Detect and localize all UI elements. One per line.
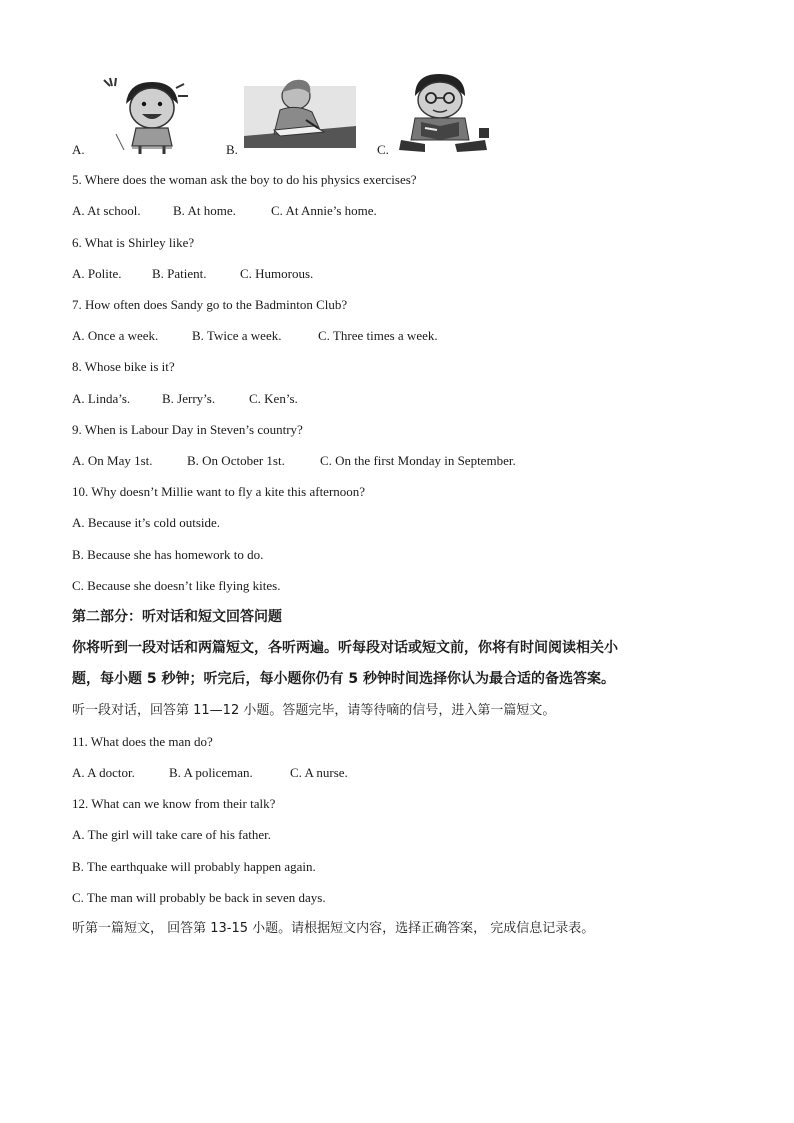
question-5: 5. Where does the woman ask the boy to do his physics exercises? (72, 172, 417, 187)
option-c[interactable]: C. Ken’s. (249, 391, 298, 406)
question-8: 8. Whose bike is it? (72, 359, 175, 374)
option-c[interactable]: C. Because she doesn’t like flying kites. (72, 578, 281, 593)
question-11-options (72, 764, 348, 782)
option-letter: B. (226, 142, 238, 157)
option-b[interactable]: B. A policeman. (169, 765, 253, 780)
picture-options-row (72, 66, 532, 158)
option-c[interactable]: C. At Annie’s home. (271, 203, 377, 218)
option-c[interactable]: C. The man will probably be back in seven days. (72, 890, 326, 905)
question-12: 12. What can we know from their talk? (72, 796, 276, 811)
option-b[interactable]: B. Jerry’s. (162, 391, 216, 406)
question-7-options (72, 327, 438, 345)
question-11: 11. What does the man do? (72, 734, 213, 749)
part2-instruction-line2: 题，每小题 5 秒钟；听完后，每小题你仍有 5 秒钟时间选择你认为最合适的备选答案。 (72, 671, 615, 687)
question-10: 10. Why doesn’t Millie want to fly a kite this afternoon? (72, 484, 366, 499)
option-b[interactable]: B. Twice a week. (192, 328, 282, 343)
question-9-options (72, 452, 516, 470)
boy-talking-icon (96, 74, 206, 154)
option-a[interactable]: A. A doctor. (72, 765, 135, 780)
option-b[interactable]: B. At home. (173, 203, 236, 218)
question-6: 6. What is Shirley like? (72, 235, 195, 250)
question-6-options (72, 265, 313, 283)
option-a[interactable]: A. Once a week. (72, 328, 159, 343)
option-c[interactable]: C. On the first Monday in September. (320, 453, 516, 468)
picture-option-a[interactable] (72, 66, 222, 158)
option-a[interactable]: A. Because it’s cold outside. (72, 515, 221, 530)
option-b[interactable]: B. Patient. (152, 266, 207, 281)
question-8-options (72, 390, 298, 408)
part2-title: 第二部分：听对话和短文回答问题 (72, 609, 282, 625)
question-9: 9. When is Labour Day in Steven’s country? (72, 422, 303, 437)
option-b[interactable]: B. On October 1st. (187, 453, 285, 468)
option-a[interactable]: A. Polite. (72, 266, 122, 281)
option-a[interactable]: A. The girl will take care of his father. (72, 827, 272, 842)
boy-writing-icon (244, 76, 356, 154)
option-b[interactable]: B. Because she has homework to do. (72, 547, 264, 562)
option-b[interactable]: B. The earthquake will probably happen again. (72, 859, 316, 874)
option-a[interactable]: A. At school. (72, 203, 141, 218)
question-7: 7. How often does Sandy go to the Badminton Club? (72, 297, 348, 312)
option-letter: A. (72, 142, 85, 157)
part2-note-passage1: 听第一篇短文， 回答第 13-15 小题。请根据短文内容，选择正确答案， 完成信息记录表。 (72, 921, 595, 936)
picture-option-c[interactable] (377, 66, 527, 158)
option-c[interactable]: C. Humorous. (240, 266, 314, 281)
option-a[interactable]: A. Linda’s. (72, 391, 131, 406)
option-c[interactable]: C. A nurse. (290, 765, 348, 780)
option-letter: C. (377, 142, 389, 157)
part2-instruction-line1: 你将听到一段对话和两篇短文，各听两遍。听每段对话或短文前，你将有时间阅读相关小 (72, 640, 618, 656)
boy-reading-icon (395, 70, 495, 154)
part2-note-dialogue: 听一段对话，回答第 11—12 小题。答题完毕，请等待嘀的信号，进入第一篇短文。 (72, 703, 556, 718)
option-a[interactable]: A. On May 1st. (72, 453, 153, 468)
option-c[interactable]: C. Three times a week. (318, 328, 438, 343)
question-5-options (72, 202, 377, 220)
picture-option-b[interactable] (226, 66, 376, 158)
